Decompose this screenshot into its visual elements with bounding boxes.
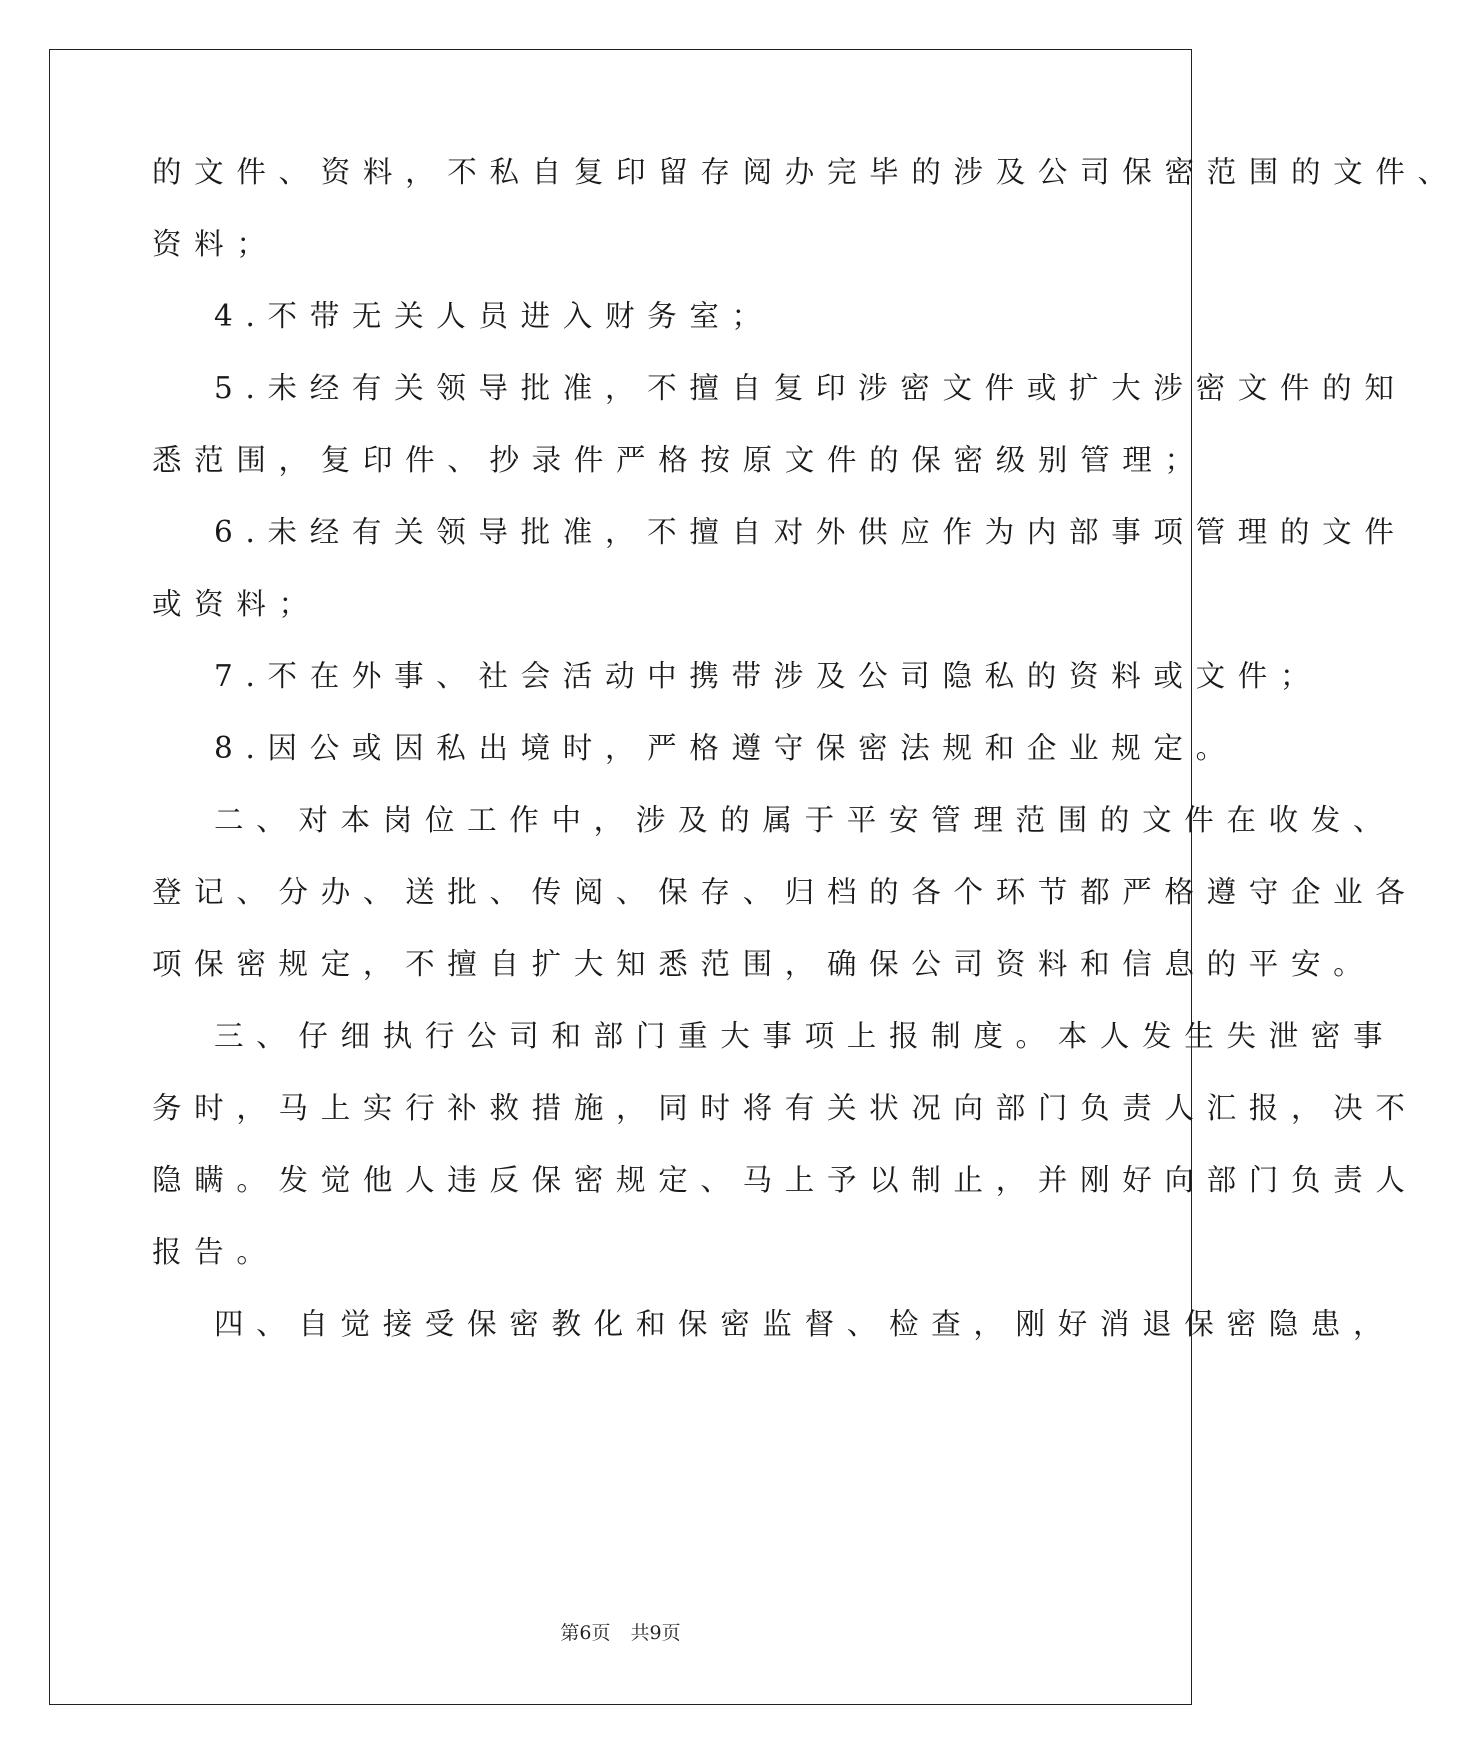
- text-line: 四、自觉接受保密教化和保密监督、检查，刚好消退保密隐患，: [214, 1307, 1396, 1341]
- text-line: 8.因公或因私出境时，严格遵守保密法规和企业规定。: [214, 731, 1238, 765]
- page-total: 共9页: [630, 1622, 681, 1644]
- text-line: 报告。: [152, 1235, 279, 1269]
- page-footer: [0, 1618, 1241, 1645]
- text-line: 三、仔细执行公司和部门重大事项上报制度。本人发生失泄密事: [214, 1019, 1396, 1053]
- text-line: 隐瞒。发觉他人违反保密规定、马上予以制止，并刚好向部门负责人: [152, 1163, 1418, 1197]
- text-line: 项保密规定，不擅自扩大知悉范围，确保公司资料和信息的平安。: [152, 947, 1376, 981]
- text-line: 悉范围，复印件、抄录件严格按原文件的保密级别管理；: [152, 443, 1207, 477]
- text-line: 登记、分办、送批、传阅、保存、归档的各个环节都严格遵守企业各: [152, 875, 1418, 909]
- page-number: 第6页: [560, 1622, 611, 1644]
- text-line: 务时，马上实行补救措施，同时将有关状况向部门负责人汇报，决不: [152, 1091, 1418, 1125]
- text-line: 7.不在外事、社会活动中携带涉及公司隐私的资料或文件；: [214, 659, 1323, 693]
- text-line: 4.不带无关人员进入财务室；: [214, 299, 774, 333]
- text-line: 6.未经有关领导批准，不擅自对外供应作为内部事项管理的文件: [214, 515, 1407, 549]
- text-line: 资料；: [152, 227, 279, 261]
- text-line: 二、对本岗位工作中，涉及的属于平安管理范围的文件在收发、: [214, 803, 1396, 837]
- text-line: 5.未经有关领导批准，不擅自复印涉密文件或扩大涉密文件的知: [214, 371, 1407, 405]
- text-line: 的文件、资料，不私自复印留存阅办完毕的涉及公司保密范围的文件、: [152, 155, 1460, 189]
- text-line: 或资料；: [152, 587, 321, 621]
